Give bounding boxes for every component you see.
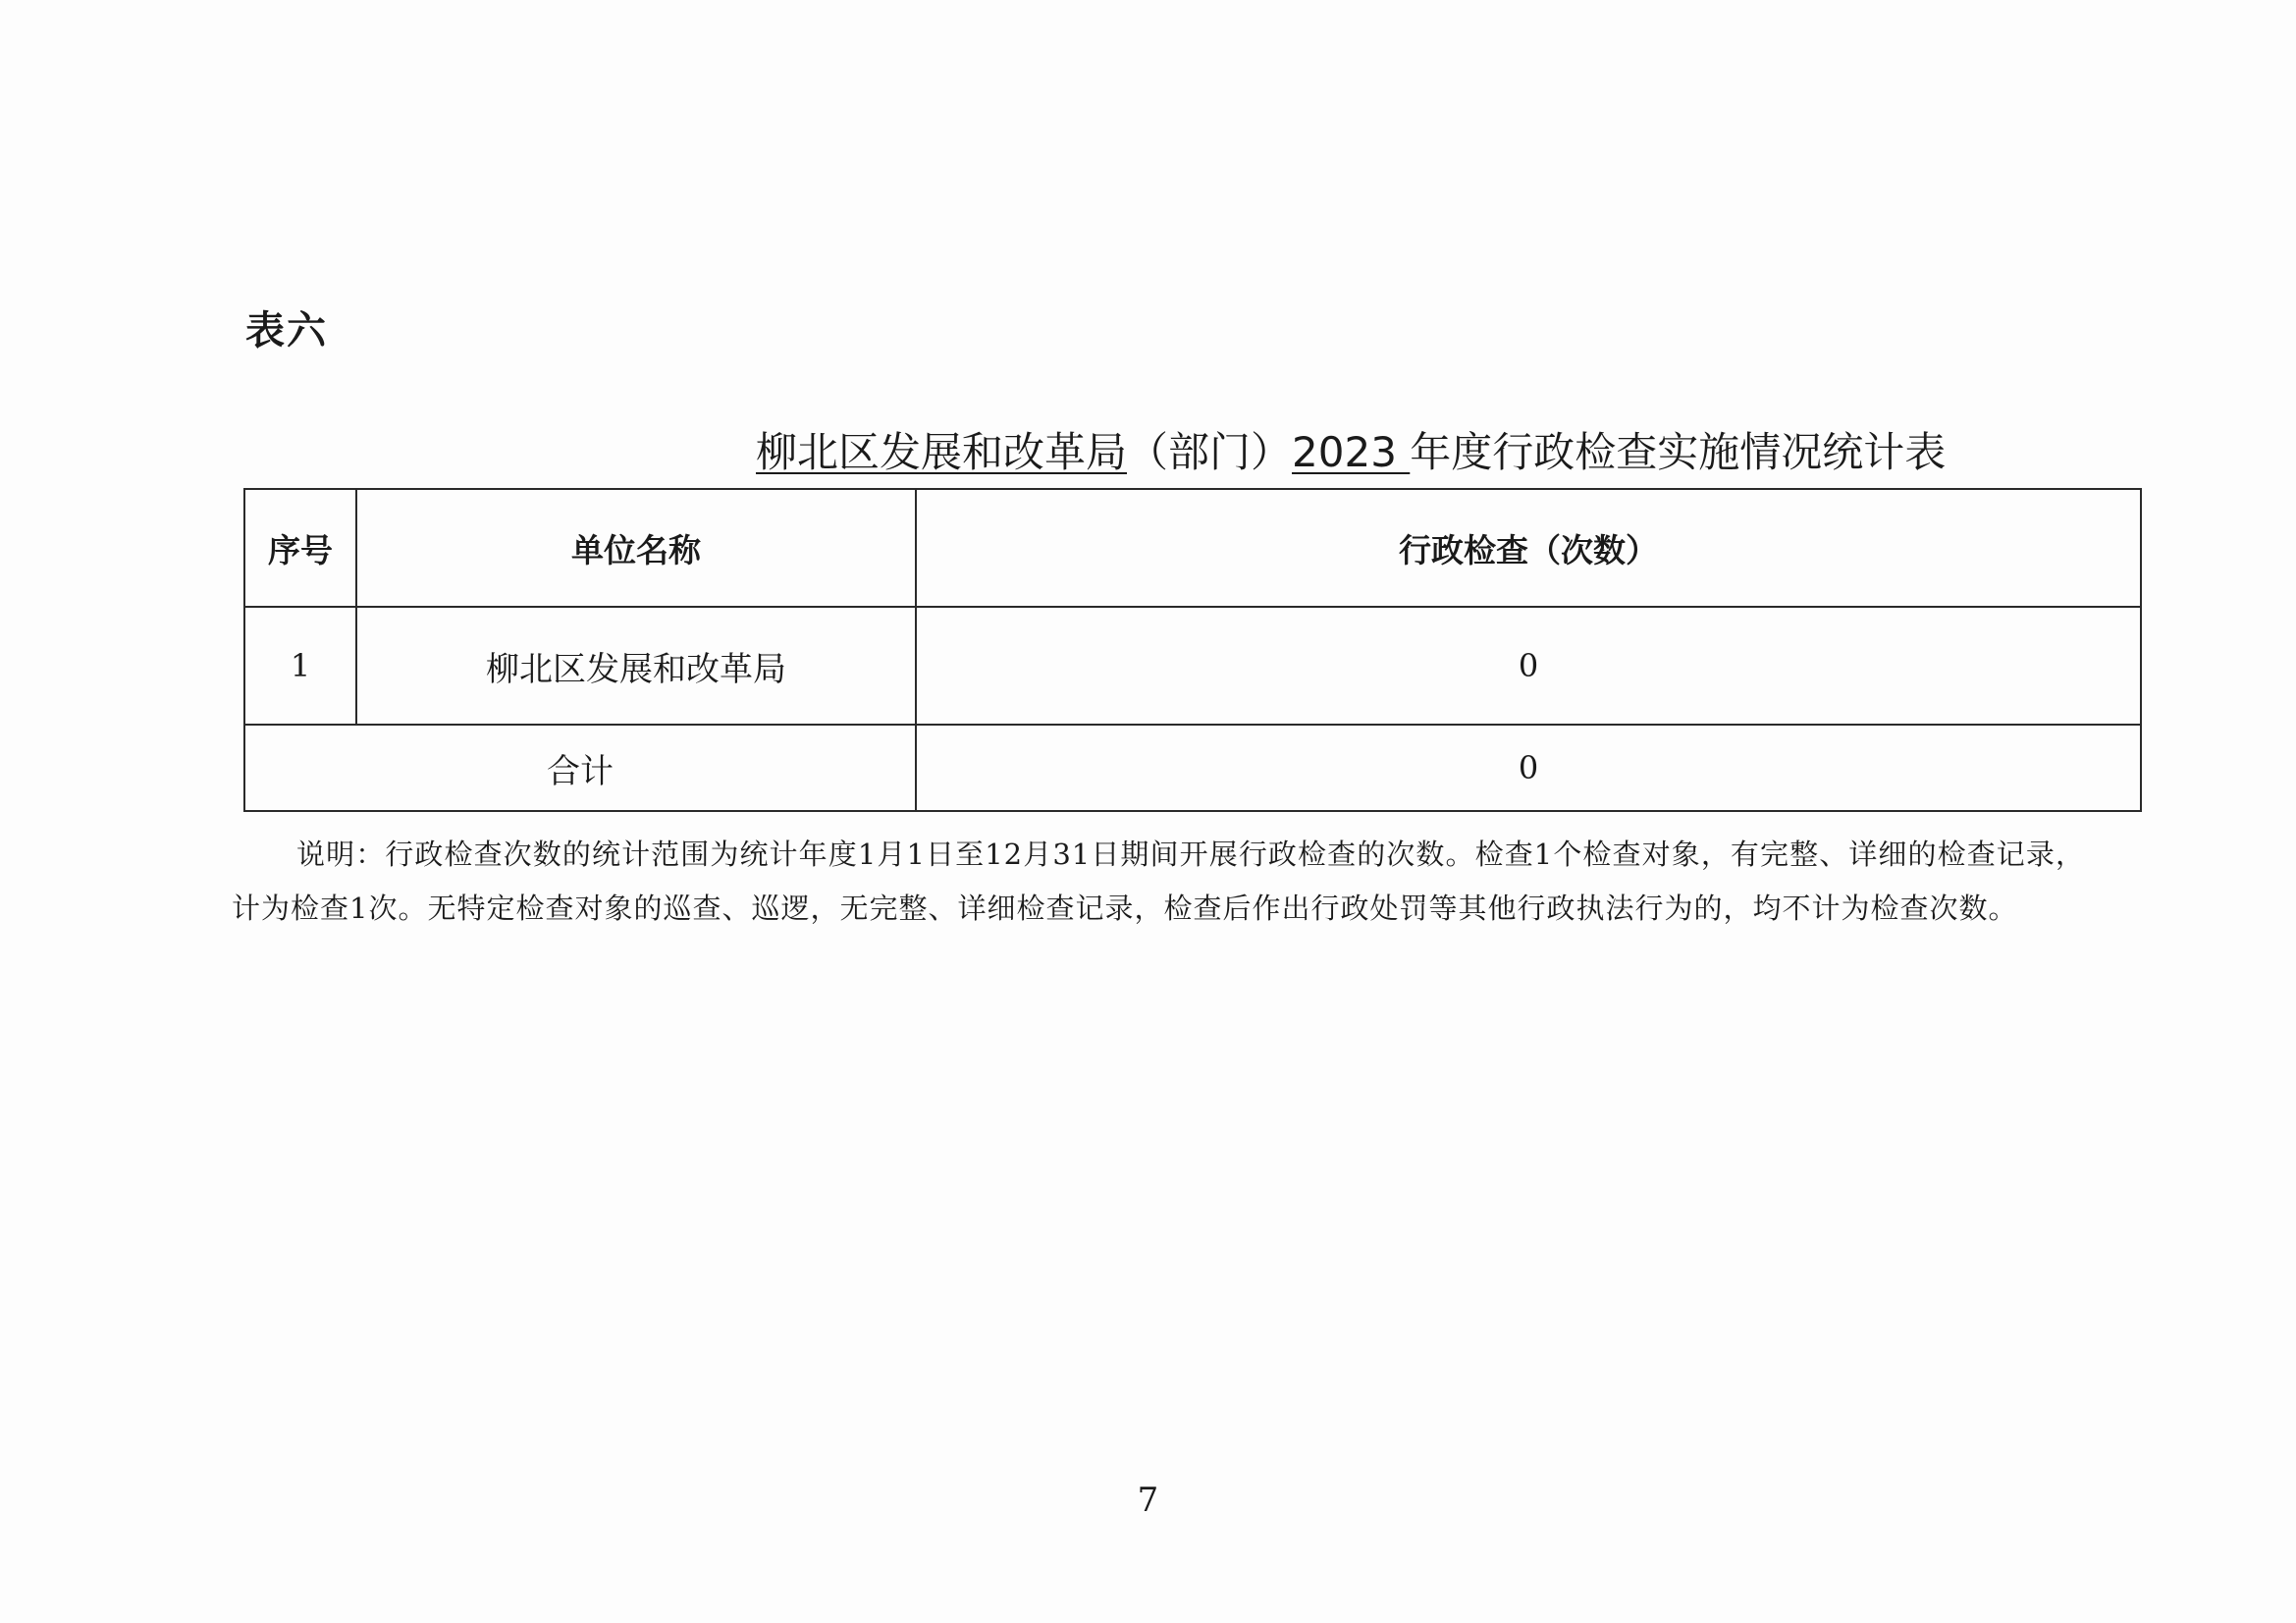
title-rest: 年度行政检查实施情况统计表 [1410,428,1947,476]
table-header-row [244,489,2141,607]
header-inspection-count: 行政检查（次数） [916,489,2141,607]
inspection-stats-table [243,488,2142,812]
table-row [244,607,2141,725]
document-title [756,420,1946,479]
total-count: 0 [916,725,2141,811]
title-year: 2023 [1292,428,1411,476]
page-number: 7 [1137,1481,1159,1520]
total-label: 合计 [244,725,916,811]
title-department: 柳北区发展和改革局 [756,428,1128,476]
cell-index: 1 [244,607,356,725]
cell-unit-name: 柳北区发展和改革局 [356,607,916,725]
title-dept-suffix: （部门） [1127,428,1293,476]
table-total-row [244,725,2141,811]
table-label: 表六 [245,308,328,353]
header-index: 序号 [244,489,356,607]
header-unit-name: 单位名称 [356,489,916,607]
cell-inspection-count: 0 [916,607,2141,725]
explanation-note: 说明：行政检查次数的统计范围为统计年度1月1日至12月31日期间开展行政检查的次数。检查1个检查对象，有完整、详细的检查记录，计为检查1次。无特定检查对象的巡查、巡逻，无完整、详细检查记录，检查后作出行政处罚等其他行政执法行为的，均不计为检查次数。 [232,838,2085,925]
